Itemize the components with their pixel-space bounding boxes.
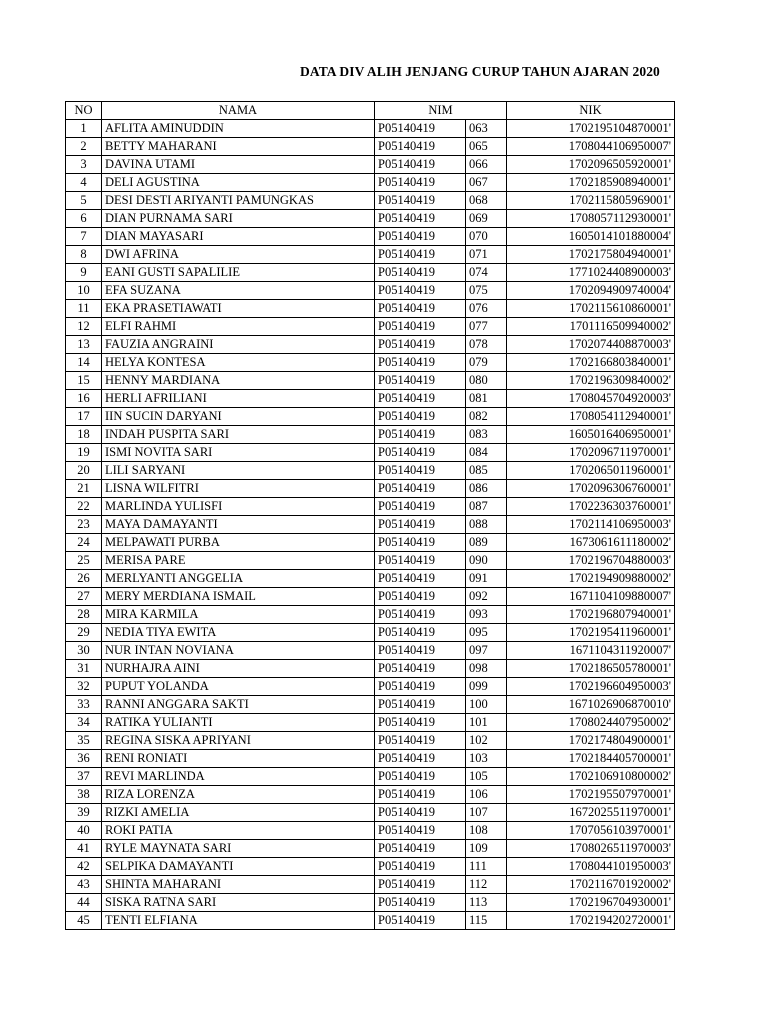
cell-nik: 1702096306760001' — [507, 480, 675, 498]
cell-nim-suffix: 082 — [466, 408, 507, 426]
cell-nama: SHINTA MAHARANI — [102, 876, 375, 894]
cell-no: 31 — [66, 660, 102, 678]
cell-nik: 1701116509940002' — [507, 318, 675, 336]
cell-nim-suffix: 084 — [466, 444, 507, 462]
cell-nama: AFLITA AMINUDDIN — [102, 120, 375, 138]
cell-nik: 1702196807940001' — [507, 606, 675, 624]
cell-nik: 1671026906870010' — [507, 696, 675, 714]
cell-nim-suffix: 115 — [466, 912, 507, 930]
cell-nim-prefix: P05140419 — [375, 498, 466, 516]
cell-nim-prefix: P05140419 — [375, 714, 466, 732]
header-nik: NIK — [507, 102, 675, 120]
cell-no: 15 — [66, 372, 102, 390]
cell-nim-prefix: P05140419 — [375, 822, 466, 840]
cell-nik: 1702184405700001' — [507, 750, 675, 768]
table-row — [66, 192, 675, 210]
cell-nim-prefix: P05140419 — [375, 480, 466, 498]
cell-nim-prefix: P05140419 — [375, 336, 466, 354]
cell-nim-suffix: 099 — [466, 678, 507, 696]
cell-no: 36 — [66, 750, 102, 768]
cell-nim-suffix: 107 — [466, 804, 507, 822]
document-title: DATA DIV ALIH JENJANG CURUP TAHUN AJARAN 2020 — [300, 64, 660, 79]
cell-no: 9 — [66, 264, 102, 282]
cell-nik: 1702196704880003' — [507, 552, 675, 570]
cell-nik: 1605016406950001' — [507, 426, 675, 444]
cell-nim-prefix: P05140419 — [375, 210, 466, 228]
cell-nik: 1708054112940001' — [507, 408, 675, 426]
table-row — [66, 822, 675, 840]
cell-nim-prefix: P05140419 — [375, 786, 466, 804]
cell-nama: DWI AFRINA — [102, 246, 375, 264]
cell-no: 23 — [66, 516, 102, 534]
cell-no: 18 — [66, 426, 102, 444]
cell-nim-suffix: 070 — [466, 228, 507, 246]
cell-nim-suffix: 080 — [466, 372, 507, 390]
cell-nik: 1702094909740004' — [507, 282, 675, 300]
cell-nik: 1702096711970001' — [507, 444, 675, 462]
cell-nik: 1702195104870001' — [507, 120, 675, 138]
cell-nim-prefix: P05140419 — [375, 138, 466, 156]
cell-nik: 1771024408900003' — [507, 264, 675, 282]
table-row — [66, 354, 675, 372]
cell-nim-suffix: 075 — [466, 282, 507, 300]
cell-nim-prefix: P05140419 — [375, 408, 466, 426]
cell-nik: 1702194202720001' — [507, 912, 675, 930]
cell-no: 6 — [66, 210, 102, 228]
table-row — [66, 606, 675, 624]
table-row — [66, 534, 675, 552]
cell-nim-suffix: 085 — [466, 462, 507, 480]
cell-nama: EFA SUZANA — [102, 282, 375, 300]
cell-nim-prefix: P05140419 — [375, 750, 466, 768]
cell-nim-prefix: P05140419 — [375, 660, 466, 678]
table-row — [66, 516, 675, 534]
cell-no: 19 — [66, 444, 102, 462]
cell-no: 12 — [66, 318, 102, 336]
student-table — [65, 101, 675, 930]
cell-nim-suffix: 078 — [466, 336, 507, 354]
cell-no: 10 — [66, 282, 102, 300]
cell-nik: 1605014101880004' — [507, 228, 675, 246]
cell-nim-prefix: P05140419 — [375, 372, 466, 390]
cell-nim-prefix: P05140419 — [375, 300, 466, 318]
cell-no: 16 — [66, 390, 102, 408]
cell-nik: 1671104109880007' — [507, 588, 675, 606]
cell-nim-suffix: 069 — [466, 210, 507, 228]
cell-nama: EKA PRASETIAWATI — [102, 300, 375, 318]
header-no: NO — [66, 102, 102, 120]
table-row — [66, 282, 675, 300]
cell-no: 22 — [66, 498, 102, 516]
table-row — [66, 246, 675, 264]
table-row — [66, 498, 675, 516]
table-header-row — [66, 102, 675, 120]
cell-nim-prefix: P05140419 — [375, 156, 466, 174]
cell-nim-suffix: 102 — [466, 732, 507, 750]
cell-nim-suffix: 087 — [466, 498, 507, 516]
cell-nim-suffix: 074 — [466, 264, 507, 282]
cell-nama: BETTY MAHARANI — [102, 138, 375, 156]
cell-nama: IIN SUCIN DARYANI — [102, 408, 375, 426]
cell-nim-suffix: 097 — [466, 642, 507, 660]
cell-nim-prefix: P05140419 — [375, 696, 466, 714]
cell-nama: RIZA LORENZA — [102, 786, 375, 804]
cell-nik: 1702175804940001' — [507, 246, 675, 264]
cell-nik: 1702174804900001' — [507, 732, 675, 750]
cell-nim-prefix: P05140419 — [375, 840, 466, 858]
cell-nik: 1707056103970001' — [507, 822, 675, 840]
cell-nim-suffix: 105 — [466, 768, 507, 786]
cell-no: 33 — [66, 696, 102, 714]
cell-nik: 1708026511970003' — [507, 840, 675, 858]
cell-nama: MIRA KARMILA — [102, 606, 375, 624]
cell-nama: NURHAJRA AINI — [102, 660, 375, 678]
cell-nim-suffix: 111 — [466, 858, 507, 876]
cell-nik: 1702186505780001' — [507, 660, 675, 678]
table-row — [66, 408, 675, 426]
cell-no: 14 — [66, 354, 102, 372]
cell-nim-prefix: P05140419 — [375, 804, 466, 822]
table-row — [66, 912, 675, 930]
cell-nik: 1702196704930001' — [507, 894, 675, 912]
cell-nim-prefix: P05140419 — [375, 768, 466, 786]
cell-nim-prefix: P05140419 — [375, 606, 466, 624]
cell-nim-suffix: 106 — [466, 786, 507, 804]
cell-nik: 1702114106950003' — [507, 516, 675, 534]
cell-nim-prefix: P05140419 — [375, 858, 466, 876]
table-row — [66, 732, 675, 750]
cell-nama: MERLYANTI ANGGELIA — [102, 570, 375, 588]
table-row — [66, 390, 675, 408]
cell-nim-prefix: P05140419 — [375, 390, 466, 408]
cell-nim-prefix: P05140419 — [375, 426, 466, 444]
cell-nim-suffix: 091 — [466, 570, 507, 588]
cell-nama: ELFI RAHMI — [102, 318, 375, 336]
cell-nama: INDAH PUSPITA SARI — [102, 426, 375, 444]
cell-no: 26 — [66, 570, 102, 588]
table-row — [66, 786, 675, 804]
table-row — [66, 174, 675, 192]
cell-nim-suffix: 100 — [466, 696, 507, 714]
cell-nim-prefix: P05140419 — [375, 516, 466, 534]
cell-nama: ROKI PATIA — [102, 822, 375, 840]
cell-no: 35 — [66, 732, 102, 750]
cell-no: 44 — [66, 894, 102, 912]
cell-nama: NUR INTAN NOVIANA — [102, 642, 375, 660]
cell-nim-prefix: P05140419 — [375, 588, 466, 606]
cell-nik: 1702115805969001' — [507, 192, 675, 210]
cell-nim-suffix: 108 — [466, 822, 507, 840]
cell-nama: DAVINA UTAMI — [102, 156, 375, 174]
table-row — [66, 858, 675, 876]
cell-nim-suffix: 071 — [466, 246, 507, 264]
header-nama: NAMA — [102, 102, 375, 120]
table-row — [66, 444, 675, 462]
cell-nik: 1702196604950003' — [507, 678, 675, 696]
table-row — [66, 120, 675, 138]
cell-nama: LILI SARYANI — [102, 462, 375, 480]
cell-nim-prefix: P05140419 — [375, 246, 466, 264]
cell-nama: NEDIA TIYA EWITA — [102, 624, 375, 642]
cell-nim-suffix: 076 — [466, 300, 507, 318]
table-row — [66, 552, 675, 570]
cell-nik: 1702116701920002' — [507, 876, 675, 894]
table-row — [66, 696, 675, 714]
cell-nim-suffix: 093 — [466, 606, 507, 624]
cell-nik: 1708024407950002' — [507, 714, 675, 732]
cell-no: 25 — [66, 552, 102, 570]
cell-nim-prefix: P05140419 — [375, 264, 466, 282]
cell-nim-prefix: P05140419 — [375, 120, 466, 138]
cell-nim-prefix: P05140419 — [375, 444, 466, 462]
cell-nik: 1702195411960001' — [507, 624, 675, 642]
cell-nim-prefix: P05140419 — [375, 282, 466, 300]
cell-nama: RANNI ANGGARA SAKTI — [102, 696, 375, 714]
table-row — [66, 480, 675, 498]
cell-nim-suffix: 063 — [466, 120, 507, 138]
cell-no: 45 — [66, 912, 102, 930]
cell-nama: RYLE MAYNATA SARI — [102, 840, 375, 858]
table-row — [66, 336, 675, 354]
cell-nik: 1708057112930001' — [507, 210, 675, 228]
cell-nama: LISNA WILFITRI — [102, 480, 375, 498]
cell-nim-suffix: 083 — [466, 426, 507, 444]
cell-no: 27 — [66, 588, 102, 606]
cell-nim-prefix: P05140419 — [375, 894, 466, 912]
cell-nama: RATIKA YULIANTI — [102, 714, 375, 732]
cell-nama: DIAN PURNAMA SARI — [102, 210, 375, 228]
cell-nim-suffix: 089 — [466, 534, 507, 552]
cell-no: 4 — [66, 174, 102, 192]
cell-nama: MELPAWATI PURBA — [102, 534, 375, 552]
cell-nama: REGINA SISKA APRIYANI — [102, 732, 375, 750]
cell-nama: DELI AGUSTINA — [102, 174, 375, 192]
table-row — [66, 300, 675, 318]
cell-nik: 1708045704920003' — [507, 390, 675, 408]
table-row — [66, 840, 675, 858]
table-row — [66, 138, 675, 156]
cell-nama: SISKA RATNA SARI — [102, 894, 375, 912]
cell-nama: HENNY MARDIANA — [102, 372, 375, 390]
table-row — [66, 876, 675, 894]
cell-nik: 1702185908940001' — [507, 174, 675, 192]
cell-nik: 1702074408870003' — [507, 336, 675, 354]
cell-nik: 1702065011960001' — [507, 462, 675, 480]
cell-no: 34 — [66, 714, 102, 732]
cell-no: 24 — [66, 534, 102, 552]
table-row — [66, 210, 675, 228]
cell-nim-prefix: P05140419 — [375, 642, 466, 660]
cell-no: 8 — [66, 246, 102, 264]
cell-no: 38 — [66, 786, 102, 804]
cell-nama: HELYA KONTESA — [102, 354, 375, 372]
cell-nim-suffix: 066 — [466, 156, 507, 174]
cell-nama: MERISA PARE — [102, 552, 375, 570]
table-row — [66, 588, 675, 606]
cell-nik: 1702166803840001' — [507, 354, 675, 372]
cell-nim-prefix: P05140419 — [375, 732, 466, 750]
cell-no: 39 — [66, 804, 102, 822]
table-row — [66, 660, 675, 678]
cell-nim-suffix: 090 — [466, 552, 507, 570]
cell-nik: 1673061611180002' — [507, 534, 675, 552]
cell-no: 43 — [66, 876, 102, 894]
cell-no: 32 — [66, 678, 102, 696]
cell-nim-prefix: P05140419 — [375, 534, 466, 552]
cell-nik: 1671104311920007' — [507, 642, 675, 660]
cell-nik: 1702194909880002' — [507, 570, 675, 588]
cell-nim-prefix: P05140419 — [375, 318, 466, 336]
table-row — [66, 426, 675, 444]
table-row — [66, 714, 675, 732]
cell-nim-prefix: P05140419 — [375, 228, 466, 246]
table-row — [66, 318, 675, 336]
cell-nik: 1708044106950007' — [507, 138, 675, 156]
cell-nik: 1672025511970001' — [507, 804, 675, 822]
cell-nim-suffix: 067 — [466, 174, 507, 192]
cell-no: 3 — [66, 156, 102, 174]
cell-nama: DIAN MAYASARI — [102, 228, 375, 246]
table-row — [66, 462, 675, 480]
cell-no: 30 — [66, 642, 102, 660]
cell-no: 37 — [66, 768, 102, 786]
cell-nik: 1702115610860001' — [507, 300, 675, 318]
cell-nama: TENTI ELFIANA — [102, 912, 375, 930]
cell-nim-prefix: P05140419 — [375, 912, 466, 930]
cell-nama: RIZKI AMELIA — [102, 804, 375, 822]
cell-nim-suffix: 086 — [466, 480, 507, 498]
cell-nik: 1702106910800002' — [507, 768, 675, 786]
cell-nim-suffix: 112 — [466, 876, 507, 894]
cell-nim-suffix: 081 — [466, 390, 507, 408]
table-row — [66, 624, 675, 642]
cell-no: 2 — [66, 138, 102, 156]
cell-nim-prefix: P05140419 — [375, 192, 466, 210]
table-row — [66, 804, 675, 822]
cell-no: 5 — [66, 192, 102, 210]
table-row — [66, 156, 675, 174]
table-row — [66, 894, 675, 912]
table-row — [66, 372, 675, 390]
cell-nama: SELPIKA DAMAYANTI — [102, 858, 375, 876]
cell-nim-suffix: 095 — [466, 624, 507, 642]
cell-no: 11 — [66, 300, 102, 318]
table-row — [66, 228, 675, 246]
cell-nim-suffix: 092 — [466, 588, 507, 606]
cell-nim-suffix: 088 — [466, 516, 507, 534]
cell-nim-prefix: P05140419 — [375, 354, 466, 372]
cell-nama: MARLINDA YULISFI — [102, 498, 375, 516]
cell-nama: FAUZIA ANGRAINI — [102, 336, 375, 354]
table-row — [66, 750, 675, 768]
cell-nik: 1702195507970001' — [507, 786, 675, 804]
cell-no: 21 — [66, 480, 102, 498]
cell-no: 40 — [66, 822, 102, 840]
cell-nama: MAYA DAMAYANTI — [102, 516, 375, 534]
cell-nik: 1702236303760001' — [507, 498, 675, 516]
cell-nama: REVI MARLINDA — [102, 768, 375, 786]
cell-nim-prefix: P05140419 — [375, 570, 466, 588]
cell-nim-suffix: 103 — [466, 750, 507, 768]
table-row — [66, 264, 675, 282]
cell-nama: RENI RONIATI — [102, 750, 375, 768]
cell-nim-suffix: 079 — [466, 354, 507, 372]
cell-nim-prefix: P05140419 — [375, 552, 466, 570]
table-body — [66, 120, 675, 930]
cell-nim-suffix: 077 — [466, 318, 507, 336]
cell-nim-prefix: P05140419 — [375, 462, 466, 480]
cell-nama: DESI DESTI ARIYANTI PAMUNGKAS — [102, 192, 375, 210]
cell-no: 17 — [66, 408, 102, 426]
cell-nik: 1708044101950003' — [507, 858, 675, 876]
cell-nim-prefix: P05140419 — [375, 876, 466, 894]
cell-no: 20 — [66, 462, 102, 480]
cell-no: 13 — [66, 336, 102, 354]
cell-nim-suffix: 065 — [466, 138, 507, 156]
cell-nama: PUPUT YOLANDA — [102, 678, 375, 696]
cell-no: 28 — [66, 606, 102, 624]
cell-nim-suffix: 068 — [466, 192, 507, 210]
cell-no: 7 — [66, 228, 102, 246]
table-row — [66, 678, 675, 696]
cell-nik: 1702096505920001' — [507, 156, 675, 174]
table-row — [66, 570, 675, 588]
cell-nama: EANI GUSTI SAPALILIE — [102, 264, 375, 282]
table-row — [66, 768, 675, 786]
cell-nim-suffix: 109 — [466, 840, 507, 858]
cell-nim-suffix: 098 — [466, 660, 507, 678]
cell-nim-prefix: P05140419 — [375, 174, 466, 192]
header-nim: NIM — [375, 102, 507, 120]
cell-nim-prefix: P05140419 — [375, 624, 466, 642]
cell-nim-suffix: 101 — [466, 714, 507, 732]
table-row — [66, 642, 675, 660]
cell-nim-prefix: P05140419 — [375, 678, 466, 696]
cell-nama: MERY MERDIANA ISMAIL — [102, 588, 375, 606]
cell-no: 42 — [66, 858, 102, 876]
cell-nim-suffix: 113 — [466, 894, 507, 912]
cell-nik: 1702196309840002' — [507, 372, 675, 390]
cell-no: 41 — [66, 840, 102, 858]
cell-no: 1 — [66, 120, 102, 138]
cell-nama: HERLI AFRILIANI — [102, 390, 375, 408]
cell-no: 29 — [66, 624, 102, 642]
cell-nama: ISMI NOVITA SARI — [102, 444, 375, 462]
